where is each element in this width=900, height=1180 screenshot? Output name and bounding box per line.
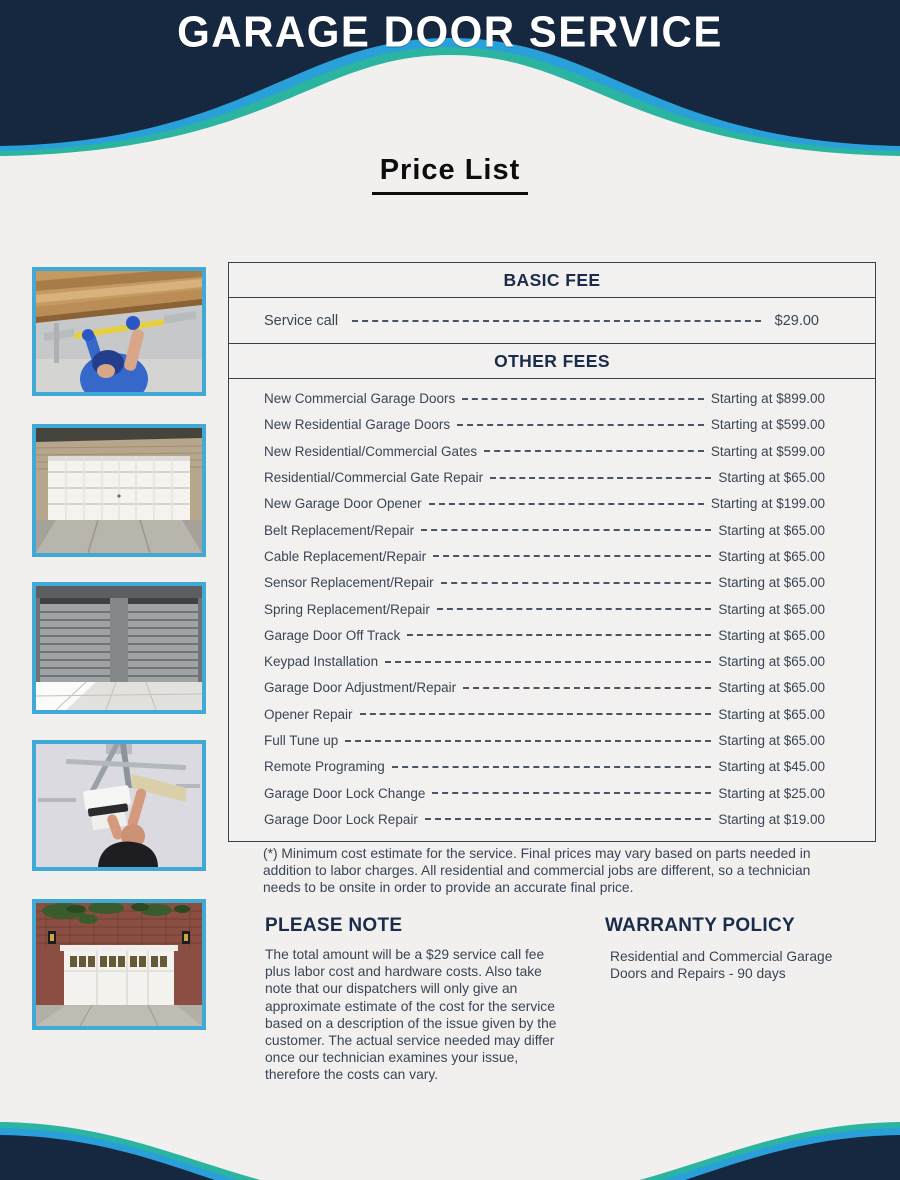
fee-price: Starting at $25.00 <box>718 785 825 801</box>
dash-leader <box>345 740 711 742</box>
fee-label: Belt Replacement/Repair <box>264 522 415 538</box>
fee-label: New Residential/Commercial Gates <box>264 443 478 459</box>
fee-row <box>229 701 875 727</box>
dash-leader <box>441 582 712 584</box>
fee-price: Starting at $65.00 <box>718 706 825 722</box>
fee-row <box>229 412 875 438</box>
fee-row <box>229 648 875 674</box>
dash-leader <box>360 713 712 715</box>
service-call-price: $29.00 <box>774 313 819 329</box>
fee-row <box>229 491 875 517</box>
dash-leader <box>421 529 711 531</box>
dash-leader <box>433 555 711 557</box>
warranty-policy-body: Residential and Commercial Garage Doors and Repairs - 90 days <box>610 949 833 982</box>
fee-price: Starting at $19.00 <box>718 811 825 827</box>
residential-door-illustration <box>36 428 202 553</box>
please-note-heading: PLEASE NOTE <box>265 915 403 936</box>
fee-price: Starting at $65.00 <box>718 627 825 643</box>
fee-label: Garage Door Off Track <box>264 627 401 643</box>
footer-wave-graphic <box>0 1120 900 1180</box>
service-call-row <box>229 298 875 344</box>
fee-price: Starting at $65.00 <box>718 680 825 696</box>
ceiling-track-install-illustration <box>36 271 202 392</box>
fee-row <box>229 543 875 569</box>
basic-fee-heading: BASIC FEE <box>229 263 875 298</box>
fee-price: Starting at $899.00 <box>710 391 825 407</box>
fee-label: Garage Door Lock Repair <box>264 811 418 827</box>
fee-label: Spring Replacement/Repair <box>264 601 430 617</box>
fee-price: Starting at $45.00 <box>718 759 825 775</box>
price-table <box>228 262 876 842</box>
fee-label: New Garage Door Opener <box>264 496 422 512</box>
fee-price: Starting at $599.00 <box>710 417 825 433</box>
fee-price: Starting at $65.00 <box>718 654 825 670</box>
pricing-footnote: (*) Minimum cost estimate for the service. Final prices may vary based on parts needed in addition to labor charges. All residential and commercial jobs are different, so a technician needs to be onsite in order to provide an accurate final price. <box>263 846 811 895</box>
fee-label: Garage Door Adjustment/Repair <box>264 680 457 696</box>
dash-leader <box>352 320 761 322</box>
fee-price: Starting at $65.00 <box>718 470 825 486</box>
dash-leader <box>490 477 711 479</box>
opener-install-illustration <box>36 744 202 867</box>
fee-label: Sensor Replacement/Repair <box>264 575 434 591</box>
other-fees-list <box>229 379 875 841</box>
fee-row <box>229 754 875 780</box>
warranty-policy-heading: WARRANTY POLICY <box>605 915 795 936</box>
fee-price: Starting at $65.00 <box>718 548 825 564</box>
please-note-body: The total amount will be a $29 service call fee plus labor cost and hardware costs. Also take note that our dispatchers will only give an approximate estimate of the cost for the service based on a description of the issue given by the customer. The actual service needed may differ once our technician examines your issue, therefore the costs can vary. <box>265 947 557 1083</box>
dash-leader <box>385 661 711 663</box>
fee-label: Garage Door Lock Change <box>264 785 426 801</box>
fee-label: New Residential Garage Doors <box>264 417 451 433</box>
fee-price: Starting at $65.00 <box>718 733 825 748</box>
fee-row <box>229 438 875 464</box>
fee-row <box>229 464 875 490</box>
commercial-roller-doors-illustration <box>36 586 202 710</box>
service-call-label: Service call <box>264 313 339 329</box>
photo-brick-home-door <box>32 899 206 1030</box>
page-title: Price List <box>372 154 529 195</box>
dash-leader <box>432 792 711 794</box>
fee-row <box>229 570 875 596</box>
other-fees-heading: OTHER FEES <box>229 343 875 379</box>
fee-label: Full Tune up <box>264 733 339 748</box>
dash-leader <box>392 766 712 768</box>
dash-leader <box>437 608 712 610</box>
fee-price: Starting at $65.00 <box>718 575 825 591</box>
dash-leader <box>429 503 704 505</box>
fee-row <box>229 727 875 753</box>
fee-row <box>229 780 875 806</box>
fee-row <box>229 675 875 701</box>
fee-row <box>229 622 875 648</box>
brick-home-door-illustration <box>36 903 202 1026</box>
dash-leader <box>407 634 711 636</box>
photo-commercial-roller-doors <box>32 582 206 714</box>
fee-row <box>229 517 875 543</box>
company-title: GARAGE DOOR SERVICE <box>177 7 723 56</box>
photo-residential-door <box>32 424 206 557</box>
photo-ceiling-track-install <box>32 267 206 396</box>
fee-label: Remote Programing <box>264 759 385 775</box>
photo-opener-install <box>32 740 206 871</box>
fee-price: Starting at $65.00 <box>718 522 825 538</box>
fee-label: Residential/Commercial Gate Repair <box>264 470 484 486</box>
dash-leader <box>462 398 704 400</box>
fee-price: Starting at $199.00 <box>710 496 825 512</box>
fee-label: Cable Replacement/Repair <box>264 548 427 564</box>
fee-row <box>229 596 875 622</box>
fee-price: Starting at $65.00 <box>718 601 825 617</box>
fee-label: Opener Repair <box>264 706 353 722</box>
page-title-wrap <box>0 154 900 195</box>
fee-label: New Commercial Garage Doors <box>264 391 456 407</box>
fee-row <box>229 806 875 832</box>
dash-leader <box>425 818 712 820</box>
dash-leader <box>463 687 711 689</box>
dash-leader <box>484 450 704 452</box>
fee-label: Keypad Installation <box>264 654 379 670</box>
dash-leader <box>457 424 704 426</box>
fee-price: Starting at $599.00 <box>710 443 825 459</box>
fee-row <box>229 386 875 412</box>
